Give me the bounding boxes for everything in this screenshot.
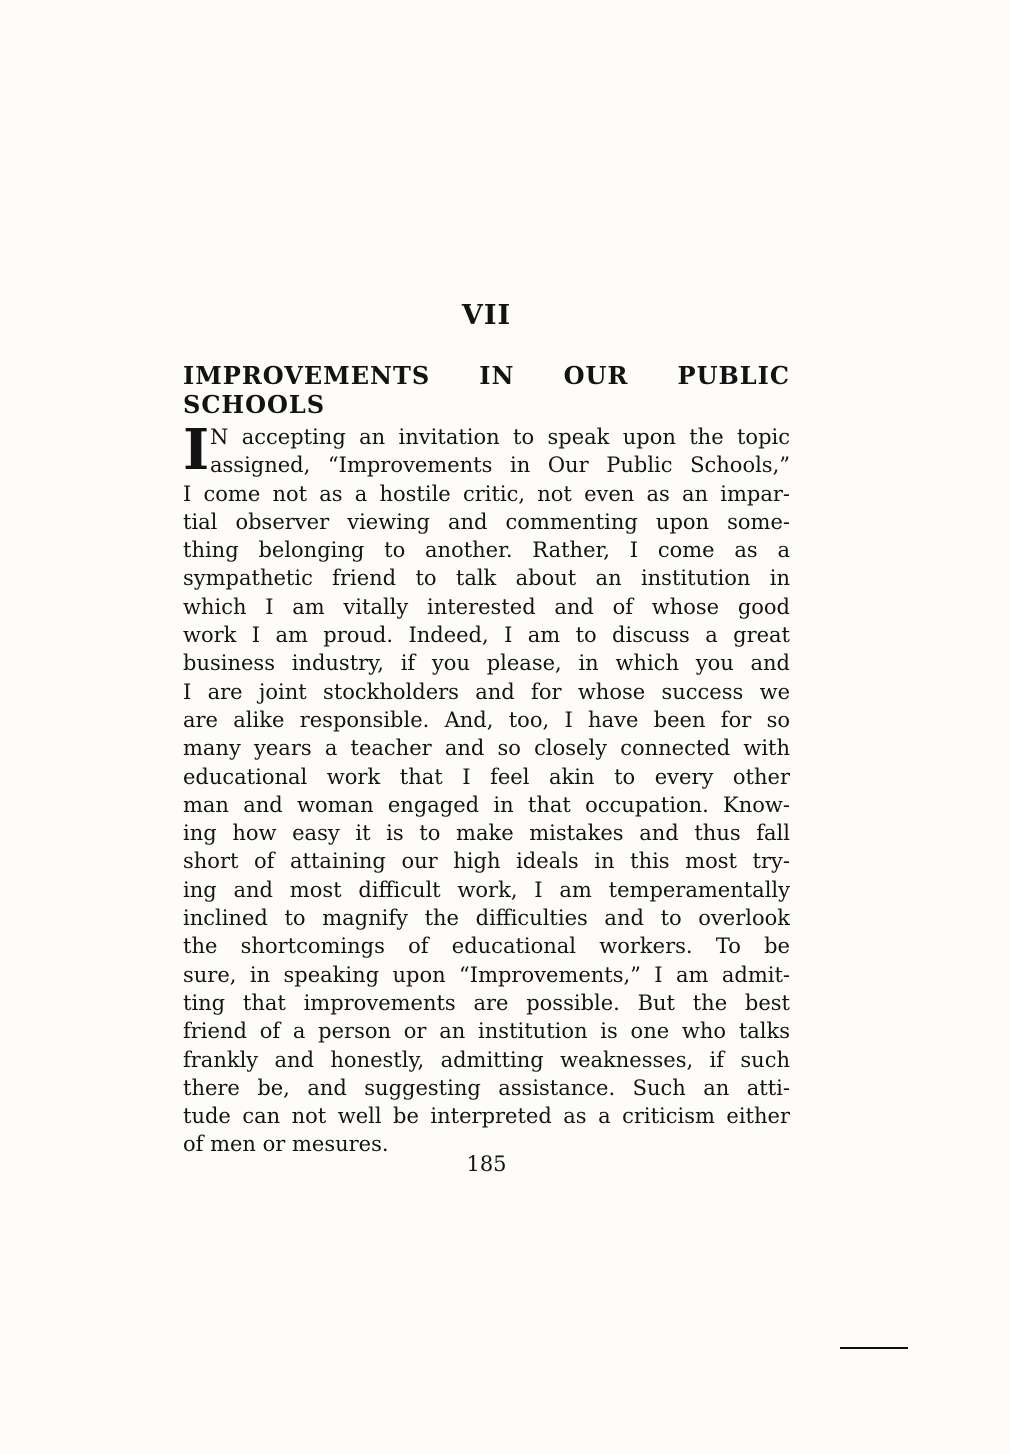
text-line: short of attaining our high ideals in this most try- — [183, 849, 790, 874]
chapter-number: VII — [461, 300, 512, 331]
text-line: ing and most difficult work, I am temperamentally — [183, 877, 790, 902]
text-line: which I am vitally interested and of whose good — [183, 594, 790, 619]
text-line: ting that improvements are possible. But the best — [183, 990, 790, 1015]
body-text — [183, 417, 790, 1159]
text-line: business industry, if you please, in which you and — [183, 651, 790, 676]
text-line: work I am proud. Indeed, I am to discuss a great — [183, 623, 790, 648]
paragraph-lines — [183, 417, 790, 1159]
text-line: man and woman engaged in that occupation. Know- — [183, 792, 790, 817]
text-line: tude can not well be interpreted as a criticism either — [183, 1104, 790, 1129]
page-number: 185 — [466, 1152, 507, 1176]
text-line: sympathetic friend to talk about an institution in — [183, 566, 790, 591]
text-line: there be, and suggesting assistance. Such an atti- — [183, 1075, 790, 1100]
text-line: sure, in speaking upon “Improvements,” I am admit- — [183, 962, 790, 987]
text-line: tial observer viewing and commenting upon some- — [183, 509, 790, 534]
text-line: thing belonging to another. Rather, I come as a — [183, 538, 790, 563]
text-line: friend of a person or an institution is one who talks — [183, 1019, 790, 1044]
text-line: are alike responsible. And, too, I have been for so — [183, 707, 790, 732]
text-line: ing how easy it is to make mistakes and thus fall — [183, 821, 790, 846]
text-line: many years a teacher and so closely connected with — [183, 736, 790, 761]
text-line: I come not as a hostile critic, not even as an impar- — [183, 481, 790, 506]
text-line: frankly and honestly, admitting weaknesses, if such — [183, 1047, 790, 1072]
text-line: the shortcomings of educational workers. To be — [183, 934, 790, 959]
scan-rule-mark — [840, 1347, 908, 1349]
text-line: I are joint stockholders and for whose success we — [183, 679, 790, 704]
text-line: inclined to magnify the difficulties and to overlook — [183, 906, 790, 931]
chapter-title: IMPROVEMENTS IN OUR PUBLIC SCHOOLS — [183, 361, 790, 419]
text-line: of men or mesures. — [183, 1132, 389, 1157]
text-line: assigned, “Improvements in Our Public Schools,” — [210, 453, 790, 478]
text-line: N accepting an invitation to speak upon the topic — [210, 425, 790, 449]
drop-cap: I — [183, 417, 210, 483]
text-line: educational work that I feel akin to every other — [183, 764, 790, 789]
